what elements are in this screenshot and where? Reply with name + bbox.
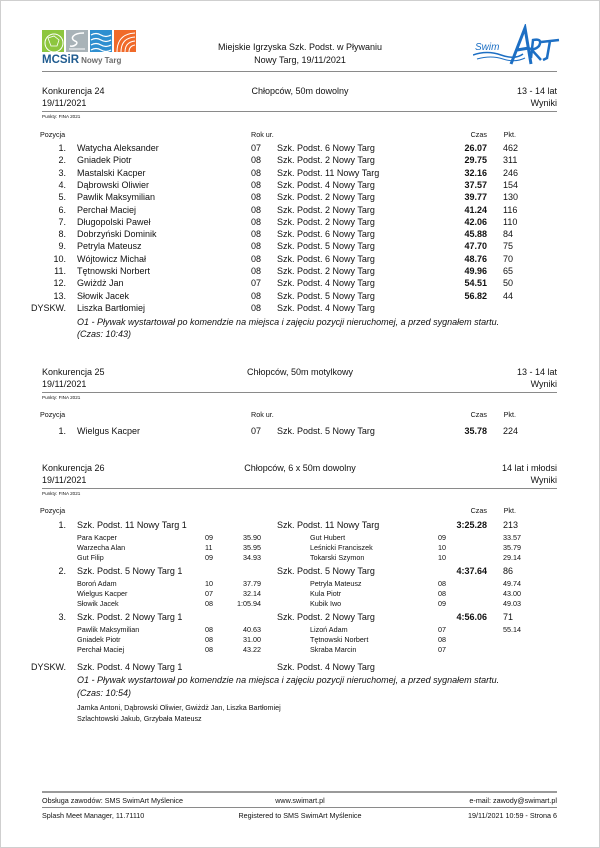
result-club: Szk. Podst. 4 Nowy Targ <box>277 278 375 289</box>
swimmer-name: Gut Hubert <box>310 533 346 542</box>
relay-position: 1. <box>58 520 66 530</box>
swimmer-year: 10 <box>205 579 213 588</box>
footer-organizer: Obsługa zawodów: SMS SwimArt Myślenice <box>42 796 184 805</box>
result-name: Gwiżdż Jan <box>77 278 124 289</box>
table-row <box>0 143 600 155</box>
event-26-column-headers <box>0 506 600 518</box>
result-year: 08 <box>251 302 262 313</box>
result-time: 41.24 <box>464 204 487 215</box>
result-points: 84 <box>503 229 514 240</box>
col-year: Rok ur. <box>251 410 274 419</box>
result-club: Szk. Podst. 5 Nowy Targ <box>277 290 375 301</box>
event-24-status: Wyniki <box>530 98 557 108</box>
result-position: 6. <box>58 204 66 215</box>
result-club: Szk. Podst. 2 Nowy Targ <box>277 204 375 215</box>
swimmer-split: 43.00 <box>503 589 521 599</box>
mcsir-wordmark: MCSiR Nowy Targ <box>42 54 122 66</box>
swimmer-year: 08 <box>438 589 446 599</box>
result-position: 12. <box>53 278 66 289</box>
event-25-column-headers <box>0 410 600 422</box>
slide-tile-icon <box>66 30 88 52</box>
result-points: 65 <box>503 266 514 276</box>
mcsir-logo <box>42 30 147 70</box>
result-year: 08 <box>251 216 262 227</box>
col-time: Czas <box>470 410 487 419</box>
result-club: Szk. Podst. 2 Nowy Targ <box>277 216 375 227</box>
swimmer-split: 49.74 <box>503 579 521 588</box>
swimart-logo <box>473 24 561 70</box>
event-24-number: Konkurencja 24 <box>42 86 105 96</box>
swimmer-split: 37.79 <box>243 579 261 588</box>
event-24-divider <box>42 111 557 112</box>
result-position: 10. <box>53 253 66 264</box>
footer-printed: 19/11/2021 10:59 - Strona 6 <box>468 811 557 820</box>
footer-divider-top <box>42 791 557 793</box>
result-name: Dobrzyński Dominik <box>77 229 157 240</box>
swimmer-year: 08 <box>438 579 446 588</box>
relay-points: 213 <box>503 520 519 530</box>
table-row <box>0 426 600 438</box>
swimmer-name: Gut Filip <box>77 553 104 563</box>
swimmer-name: Lizoń Adam <box>310 625 348 634</box>
swimmer-year: 08 <box>205 635 213 645</box>
result-points: 224 <box>503 426 519 436</box>
col-points: Pkt. <box>503 130 516 139</box>
table-row <box>0 192 600 204</box>
result-year: 08 <box>251 266 262 276</box>
result-club: Szk. Podst. 2 Nowy Targ <box>277 192 375 203</box>
result-points: 462 <box>503 143 519 153</box>
result-time: 42.06 <box>464 216 487 227</box>
result-club: Szk. Podst. 5 Nowy Targ <box>277 241 375 252</box>
result-year: 08 <box>251 290 262 301</box>
relay-position: 2. <box>58 566 66 576</box>
relay-swimmer-row <box>0 553 600 565</box>
ball-tile-icon <box>42 30 64 52</box>
event-26-date: 19/11/2021 <box>42 475 87 485</box>
relay-dq-position: DYSKW. <box>30 662 66 672</box>
table-row <box>0 155 600 167</box>
table-row <box>0 229 600 241</box>
result-points: 154 <box>503 179 519 190</box>
event-25-age: 13 - 14 lat <box>516 367 557 377</box>
event-26-age: 14 lat i młodsi <box>501 463 557 473</box>
swimmer-year: 10 <box>438 543 446 553</box>
table-row <box>0 217 600 229</box>
swimmer-year: 09 <box>438 533 446 542</box>
event-24-dq-time: (Czas: 10:43) <box>77 329 132 339</box>
table-row <box>0 291 600 303</box>
result-points: 130 <box>503 192 519 203</box>
swimmer-name: Petryla Mateusz <box>310 579 362 588</box>
swimmer-name: Tętnowski Norbert <box>310 635 369 645</box>
result-position: 1. <box>58 426 66 436</box>
header-divider <box>42 71 557 72</box>
swimmer-name: Tokarski Szymon <box>310 553 365 563</box>
swimmer-split: 35.90 <box>243 533 261 542</box>
result-name: Gniadek Piotr <box>77 155 132 166</box>
result-name: Liszka Bartłomiej <box>77 302 146 313</box>
event-26-points-system: Punkty: FINA 2021 <box>42 491 81 496</box>
event-25-points-system: Punkty: FINA 2021 <box>42 395 81 400</box>
swimmer-split: 31.00 <box>243 635 261 645</box>
table-row <box>0 254 600 266</box>
event-26-divider <box>42 488 557 489</box>
result-year: 08 <box>251 204 262 215</box>
swimmer-name: Kula Piotr <box>310 589 342 599</box>
table-row <box>0 278 600 290</box>
event-24-points-system: Punkty: FINA 2021 <box>42 114 81 119</box>
table-row <box>0 180 600 192</box>
swimmer-year: 08 <box>205 599 213 609</box>
relay-club: Szk. Podst. 2 Nowy Targ <box>277 612 375 622</box>
event-24-column-headers <box>0 130 600 142</box>
table-row <box>0 303 600 315</box>
result-club: Szk. Podst. 2 Nowy Targ <box>277 266 375 276</box>
swimmer-year: 09 <box>205 553 213 563</box>
waves-tile-icon <box>90 30 112 52</box>
result-club: Szk. Podst. 2 Nowy Targ <box>277 155 375 166</box>
swimmer-name: Boroń Adam <box>77 579 117 588</box>
result-points: 50 <box>503 278 514 289</box>
col-time: Czas <box>470 130 487 139</box>
result-position: 7. <box>58 216 66 227</box>
track-tile-icon <box>114 30 136 52</box>
swimmer-split: 35.79 <box>503 543 521 553</box>
result-points: 311 <box>503 155 518 166</box>
col-time: Czas <box>470 506 487 515</box>
result-points: 246 <box>503 167 519 178</box>
result-position: 9. <box>58 241 66 252</box>
col-points: Pkt. <box>503 506 516 515</box>
event-26-number: Konkurencja 26 <box>42 463 105 473</box>
result-name: Perchał Maciej <box>77 204 137 215</box>
result-time: 39.77 <box>464 192 487 203</box>
footer-email[interactable]: e-mail: zawody@swimart.pl <box>469 796 557 805</box>
col-position: Pozycja <box>40 130 66 139</box>
swimmer-name: Skraba Marcin <box>310 645 357 655</box>
relay-time: 3:25.28 <box>456 520 487 530</box>
result-points: 75 <box>503 241 514 252</box>
swimmer-year: 09 <box>205 533 213 542</box>
result-time: 45.88 <box>464 229 487 240</box>
result-points: 70 <box>503 253 514 264</box>
relay-team: Szk. Podst. 2 Nowy Targ 1 <box>77 612 183 622</box>
result-position: 3. <box>58 167 66 178</box>
result-year: 08 <box>251 192 262 203</box>
result-name: Mastalski Kacper <box>77 167 146 178</box>
relay-club: Szk. Podst. 11 Nowy Targ <box>277 520 380 530</box>
footer-registered: Registered to SMS SwimArt Myślenice <box>238 811 362 820</box>
result-time: 32.16 <box>464 167 487 178</box>
relay-position: 3. <box>58 612 66 622</box>
swimmer-split: 49.03 <box>503 599 521 609</box>
swimmer-name: Para Kacper <box>77 533 117 542</box>
swimmer-split: 40.63 <box>243 625 261 634</box>
event-24-date: 19/11/2021 <box>42 98 87 108</box>
result-name: Słowik Jacek <box>77 290 130 301</box>
swimmer-name: Gniadek Piotr <box>77 635 121 645</box>
swimmer-name: Warzecha Alan <box>77 543 126 553</box>
relay-dq-club: Szk. Podst. 4 Nowy Targ <box>277 662 375 672</box>
result-time: 54.51 <box>464 278 487 289</box>
footer-software: Splash Meet Manager, 11.71110 <box>42 811 145 820</box>
relay-time: 4:56.06 <box>456 612 487 622</box>
relay-time: 4:37.64 <box>456 566 487 576</box>
result-name: Watycha Aleksander <box>77 143 159 153</box>
swimmer-name: Pawlik Maksymilian <box>77 625 140 634</box>
swimmer-split: 34.93 <box>243 553 261 563</box>
event-25-number: Konkurencja 25 <box>42 367 105 377</box>
result-time: 49.96 <box>464 266 487 276</box>
result-year: 07 <box>251 143 262 153</box>
result-club: Szk. Podst. 5 Nowy Targ <box>277 426 375 436</box>
swimmer-year: 08 <box>205 625 213 634</box>
event-25-divider <box>42 392 557 393</box>
swimmer-name: Kubik Iwo <box>310 599 342 609</box>
swimmer-split: 1:05.94 <box>237 599 261 609</box>
result-club: Szk. Podst. 6 Nowy Targ <box>277 253 375 264</box>
event-25-status: Wyniki <box>530 379 557 389</box>
relay-team: Szk. Podst. 11 Nowy Targ 1 <box>77 520 187 530</box>
meet-subtitle: Nowy Targ, 19/11/2021 <box>254 55 346 65</box>
result-points: 110 <box>503 216 518 227</box>
result-name: Dąbrowski Oliwier <box>77 179 150 190</box>
col-position: Pozycja <box>40 506 66 515</box>
result-year: 08 <box>251 167 262 178</box>
result-position: 8. <box>58 229 66 240</box>
event-25-name: Chłopców, 50m motylkowy <box>246 367 354 377</box>
result-time: 48.76 <box>464 253 487 264</box>
result-time: 56.82 <box>464 290 487 301</box>
result-year: 08 <box>251 229 262 240</box>
event-26-dq-note: O1 - Pływak wystartował po komendzie na miejsca i zajęciu pozycji nieruchomej, a przed sygnałem startu. <box>77 675 500 685</box>
result-points: 116 <box>503 204 518 215</box>
event-26-dq-swimmers-1: Jamka Antoni, Dąbrowski Oliwier, Gwiżdż Jan, Liszka Bartłomiej <box>77 703 281 712</box>
relay-dq-row <box>0 662 600 674</box>
swimmer-name: Wielgus Kacper <box>77 589 128 599</box>
event-24-age: 13 - 14 lat <box>516 86 557 96</box>
result-year: 07 <box>251 426 262 436</box>
result-position: DYSKW. <box>30 302 66 313</box>
result-position: 5. <box>58 192 66 203</box>
relay-team: Szk. Podst. 5 Nowy Targ 1 <box>77 566 183 576</box>
result-name: Pawlik Maksymilian <box>77 192 156 203</box>
event-24-dq-note: O1 - Pływak wystartował po komendzie na miejsca i zajęciu pozycji nieruchomej, a przed sygnałem startu. <box>77 317 500 327</box>
result-time: 26.07 <box>464 143 487 153</box>
result-club: Szk. Podst. 11 Nowy Targ <box>277 167 380 178</box>
result-club: Szk. Podst. 4 Nowy Targ <box>277 179 375 190</box>
swimmer-split: 55.14 <box>503 625 521 634</box>
table-row <box>0 266 600 278</box>
swimmer-name: Perchał Maciej <box>77 645 125 655</box>
result-year: 07 <box>251 278 262 289</box>
event-26-dq-swimmers-2: Szlachtowski Jakub, Grzybała Mateusz <box>77 714 202 723</box>
event-26-dq-time: (Czas: 10:54) <box>77 688 132 698</box>
relay-points: 71 <box>503 612 514 622</box>
table-row <box>0 205 600 217</box>
footer-website[interactable]: www.swimart.pl <box>275 796 325 805</box>
result-club: Szk. Podst. 6 Nowy Targ <box>277 143 375 153</box>
result-time: 35.78 <box>464 426 487 436</box>
col-position: Pozycja <box>40 410 66 419</box>
swimmer-year: 08 <box>438 635 446 645</box>
result-year: 08 <box>251 179 262 190</box>
relay-row <box>0 566 600 578</box>
swimmer-year: 09 <box>438 599 446 609</box>
result-time: 47.70 <box>464 241 487 252</box>
swimmer-split: 33.57 <box>503 533 521 542</box>
relay-row <box>0 520 600 532</box>
swimmer-name: Słowik Jacek <box>77 599 119 609</box>
swimmer-year: 08 <box>205 645 213 655</box>
relay-row <box>0 612 600 624</box>
swimmer-split: 43.22 <box>243 645 261 655</box>
result-position: 11. <box>54 266 66 276</box>
result-name: Wielgus Kacper <box>77 426 141 436</box>
event-26-status: Wyniki <box>530 475 557 485</box>
result-name: Wójtowicz Michał <box>77 253 147 264</box>
swimmer-name: Leśnicki Franciszek <box>310 543 373 553</box>
swimmer-year: 07 <box>438 645 446 655</box>
result-name: Petryla Mateusz <box>77 241 142 252</box>
relay-swimmer-row <box>0 599 600 611</box>
swimmer-year: 10 <box>438 553 446 563</box>
result-club: Szk. Podst. 4 Nowy Targ <box>277 302 375 313</box>
table-row <box>0 241 600 253</box>
swimmer-split: 29.14 <box>503 553 521 563</box>
col-points: Pkt. <box>503 410 516 419</box>
result-position: 1. <box>58 143 66 153</box>
footer-divider-bottom <box>42 807 557 808</box>
table-row <box>0 168 600 180</box>
relay-swimmer-row <box>0 645 600 657</box>
result-name: Długopolski Paweł <box>77 216 151 227</box>
relay-club: Szk. Podst. 5 Nowy Targ <box>277 566 375 576</box>
result-position: 4. <box>58 179 66 190</box>
swimmer-year: 07 <box>205 589 213 599</box>
swimmer-split: 32.14 <box>243 589 261 599</box>
result-position: 13. <box>53 290 66 301</box>
col-year: Rok ur. <box>251 130 274 139</box>
result-time: 37.57 <box>464 179 487 190</box>
result-time: 29.75 <box>464 155 487 166</box>
result-year: 08 <box>251 253 262 264</box>
result-year: 08 <box>251 155 262 166</box>
result-points: 44 <box>503 290 514 301</box>
meet-title: Miejskie Igrzyska Szk. Podst. w Pływaniu <box>217 42 383 52</box>
swimmer-split: 35.95 <box>243 543 261 553</box>
swimmer-year: 11 <box>205 543 213 553</box>
event-26-name: Chłopców, 6 x 50m dowolny <box>244 463 356 473</box>
result-year: 08 <box>251 241 262 252</box>
swimmer-year: 07 <box>438 625 446 634</box>
event-25-date: 19/11/2021 <box>42 379 87 389</box>
result-name: Tętnowski Norbert <box>77 266 151 276</box>
result-position: 2. <box>58 155 66 166</box>
relay-points: 86 <box>503 566 514 576</box>
swim-text: Swim <box>475 42 500 53</box>
result-club: Szk. Podst. 6 Nowy Targ <box>277 229 375 240</box>
event-24-name: Chłopców, 50m dowolny <box>251 86 349 96</box>
relay-dq-team: Szk. Podst. 4 Nowy Targ 1 <box>77 662 183 672</box>
